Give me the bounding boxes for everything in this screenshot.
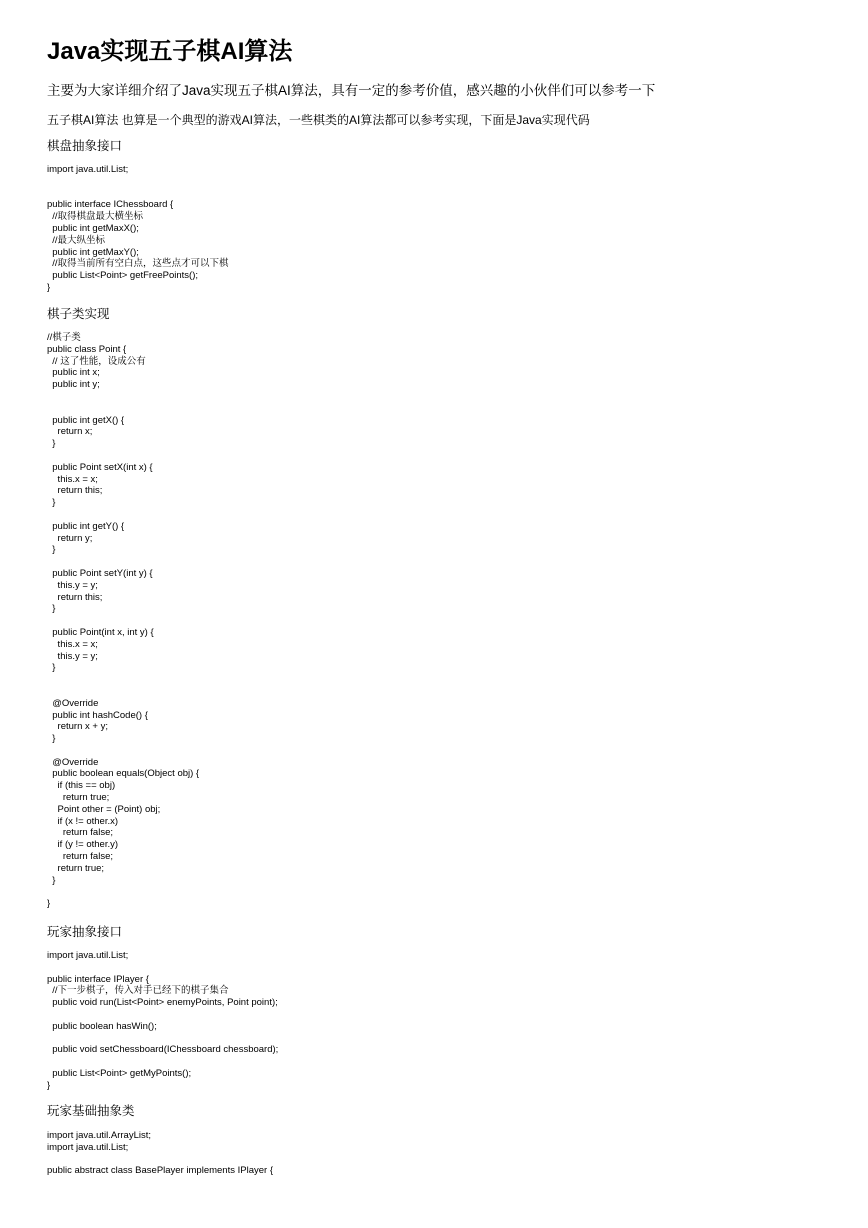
section-heading-player-interface: 玩家抽象接口	[47, 925, 123, 939]
code-block-player-interface: import java.util.List; public interface IPlayer { //下一步棋子，传入对手已经下的棋子集合 public void run(List<Point> enemyPoints, Point point); public boolean hasWin(); public void setChessboard(IChessboard chessboard); public List<Point> getMyPoints(); }	[47, 950, 279, 1091]
code-block-chessboard-interface: import java.util.List; public interface IChessboard { //取得棋盘最大横坐标 public int getMaxX(); //最大纵坐标 public int getMaxY(); //取得当前所有空白点，这些点才可以下棋 public List<Point> getFreePoints(); }	[47, 164, 229, 293]
section-heading-base-player: 玩家基础抽象类	[47, 1104, 135, 1118]
article-intro: 主要为大家详细介绍了Java实现五子棋AI算法，具有一定的参考价值，感兴趣的小伙伴们可以参考一下	[47, 83, 656, 98]
article-description: 五子棋AI算法 也算是一个典型的游戏AI算法，一些棋类的AI算法都可以参考实现，下面是Java实现代码	[47, 113, 590, 127]
code-block-point-class: //棋子类 public class Point { // 这了性能，设成公有 public int x; public int y; public int getX() { return x; } public Point setX(int x) { this.x = x; return this; } public int getY() { return y; } public Point setY(int y) { this.y = y; return this; } public Point(int x, int y) { this.x = x; this.y = y; } @Override public int hashCode() { return x + y; } @Override public boolean equals(Object obj) { if (this == obj) return true; Point other = (Point) obj; if (x != other.x) return false; if (y != other.y) return false; return true; } }	[47, 332, 200, 910]
section-heading-chessboard-interface: 棋盘抽象接口	[47, 139, 123, 153]
section-heading-point-class: 棋子类实现	[47, 307, 110, 321]
code-block-base-player: import java.util.ArrayList; import java.util.List; public abstract class BasePlayer implements IPlayer {	[47, 1130, 273, 1177]
page-title: Java实现五子棋AI算法	[47, 38, 293, 65]
